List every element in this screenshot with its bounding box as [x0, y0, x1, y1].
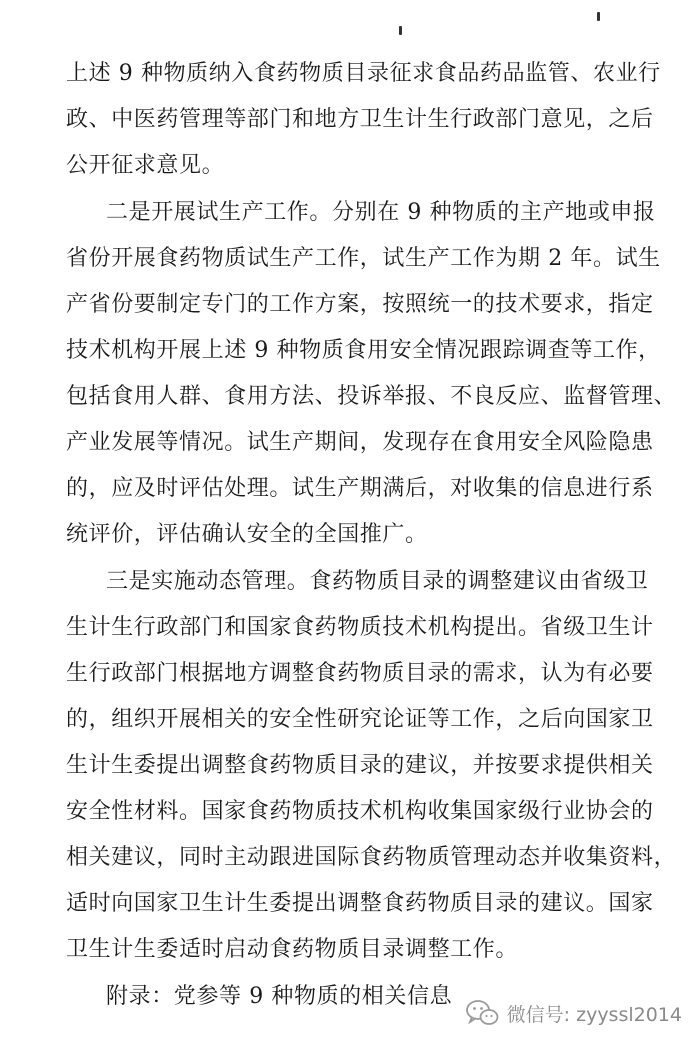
- body-line: 的，应及时评估处理。试生产期满后，对收集的信息进行系: [66, 476, 654, 501]
- paragraph-lead-line: 二是开展试生产工作。分别在 9 种物质的主产地或申报: [106, 200, 656, 225]
- body-line: 上述 9 种物质纳入食药物质目录征求食品药品监管、农业行: [66, 61, 661, 86]
- body-line: 公开征求意见。: [66, 153, 225, 178]
- body-line: 生行政部门根据地方调整食药物质目录的需求，认为有必要: [66, 661, 654, 686]
- scan-speck: [597, 12, 600, 21]
- wechat-watermark: [465, 995, 682, 1031]
- wechat-icon: [465, 998, 499, 1028]
- body-line: 技术机构开展上述 9 种物质食用安全情况跟踪调查等工作，: [66, 338, 661, 363]
- body-line: 省份开展食药物质试生产工作，试生产工作为期 2 年。试生: [66, 246, 661, 271]
- body-line: 产业发展等情况。试生产期间，发现存在食用安全风险隐患: [66, 430, 654, 455]
- body-line: 产省份要制定专门的工作方案，按照统一的技术要求，指定: [66, 292, 654, 317]
- watermark-text: 微信号: zyyssl2014: [506, 1003, 682, 1026]
- body-line: 包括食用人群、食用方法、投诉举报、不良反应、监督管理、: [66, 384, 677, 409]
- body-line: 生计生委提出调整食药物质目录的建议，并按要求提供相关: [66, 753, 654, 778]
- appendix-line: 附录：党参等 9 种物质的相关信息: [106, 984, 453, 1009]
- body-line: 相关建议，同时主动跟进国际食药物质管理动态并收集资料，: [66, 845, 677, 870]
- body-line: 政、中医药管理等部门和地方卫生计生行政部门意见，之后: [66, 107, 654, 132]
- body-line: 安全性材料。国家食药物质技术机构收集国家级行业协会的: [66, 799, 654, 824]
- paragraph-lead-line: 三是实施动态管理。食药物质目录的调整建议由省级卫: [106, 569, 649, 594]
- body-line: 卫生计生委适时启动食药物质目录调整工作。: [66, 937, 519, 962]
- body-line: 统评价，评估确认安全的全国推广。: [66, 522, 428, 547]
- body-line: 适时向国家卫生计生委提出调整食药物质目录的建议。国家: [66, 891, 654, 916]
- body-line: 生计生行政部门和国家食药物质技术机构提出。省级卫生计: [66, 615, 654, 640]
- scan-speck: [399, 26, 402, 35]
- body-line: 的，组织开展相关的安全性研究论证等工作，之后向国家卫: [66, 707, 654, 732]
